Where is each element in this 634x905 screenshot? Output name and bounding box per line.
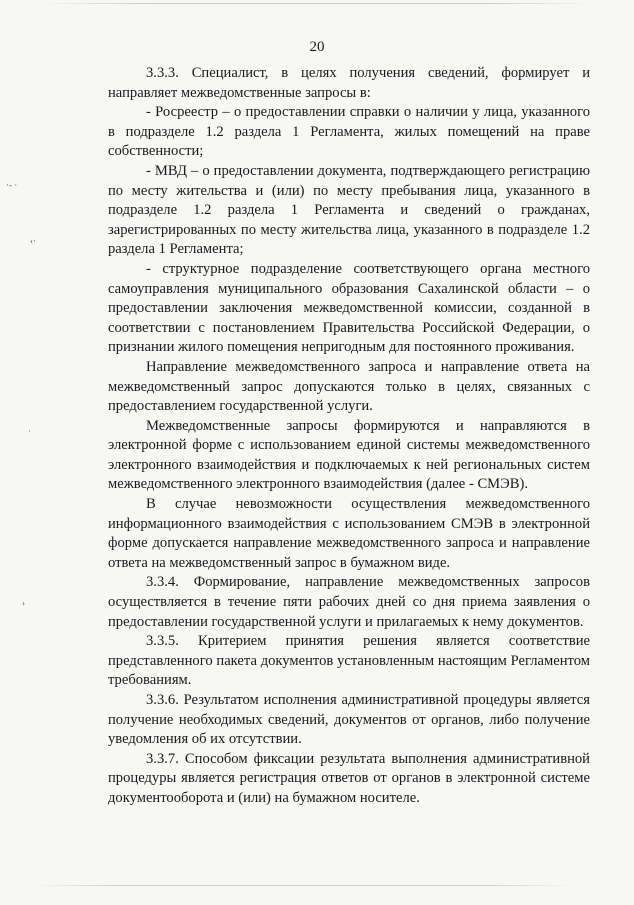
paragraph-request-purpose: Направление межведомственного запроса и направление ответа на межведомственный запрос допускаются только в целях, связанных с предоставлением государственной услуги. bbox=[108, 358, 590, 415]
paragraph-paper-fallback: В случае невозможности осуществления межведомственного информационного взаимодействия с использованием СМЭВ в электронной форме допускается направление межведомственного запроса и направление ответа на межведомственный запрос в бумажном виде. bbox=[108, 496, 590, 571]
paragraph-3-3-6: 3.3.6. Результатом исполнения административной процедуры является получение необходимых сведений, документов от органов, либо получение уведомления об их отсутствии. bbox=[108, 692, 590, 748]
paragraph-3-3-3: 3.3.3. Специалист, в целях получения сведений, формирует и направляет межведомственные запросы в: bbox=[108, 65, 590, 101]
scan-speck: › bbox=[22, 598, 25, 608]
scan-speck: ·- · bbox=[6, 180, 18, 190]
document-body bbox=[108, 64, 590, 809]
paragraph-3-3-7: 3.3.7. Способом фиксации результата выполнения административной процедуры является регистрация ответов от органов в электронной системе документооборота и (или) на бумажном носителе. bbox=[108, 750, 590, 806]
paragraph-mvd: - МВД – о предоставлении документа, подтверждающего регистрацию по месту жительства и (или) по месту пребывания лица, указанного в подразделе 1.2 раздела 1 Регламента и сведений о гражданах, зарегистрированных по месту жительства лица, указанного в подразделе 1.2 раздела 1 Регламента; bbox=[108, 162, 590, 258]
paragraph-smev: Межведомственные запросы формируются и направляются в электронной форме с использованием единой системы межведомственного электронного взаимодействия и подключаемых к ней региональных систем межведомственного электронного взаимодействия (далее - СМЭВ). bbox=[108, 417, 590, 493]
paragraph-3-3-5: 3.3.5. Критерием принятия решения является соответствие представленного пакета документов установленным настоящим Регламентом требованиям. bbox=[108, 633, 590, 689]
paragraph-rosreestr: - Росреестр – о предоставлении справки о наличии у лица, указанного в подразделе 1.2 раздела 1 Регламента, жилых помещений на праве собственности; bbox=[108, 104, 590, 160]
scan-edge-top bbox=[40, 3, 594, 4]
page-number: 20 bbox=[309, 39, 325, 55]
scan-speck: · bbox=[28, 426, 31, 436]
paragraph-3-3-4: 3.3.4. Формирование, направление межведомственных запросов осуществляется в течение пяти рабочих дней со дня приема заявления о предоставлении государственной услуги и прилагаемых к нему документов. bbox=[108, 574, 590, 630]
paragraph-structural-unit: - структурное подразделение соответствующего органа местного самоуправления муниципального образования Сахалинской области – о предоставлении заключения межведомственной комиссии, созданной в соответствии с постановлением Правительства Российской Федерации, о признании жилого помещения непригодным для постоянного проживания. bbox=[108, 260, 590, 356]
scan-edge-bottom bbox=[30, 885, 574, 886]
scan-speck: ‹· bbox=[30, 236, 36, 246]
